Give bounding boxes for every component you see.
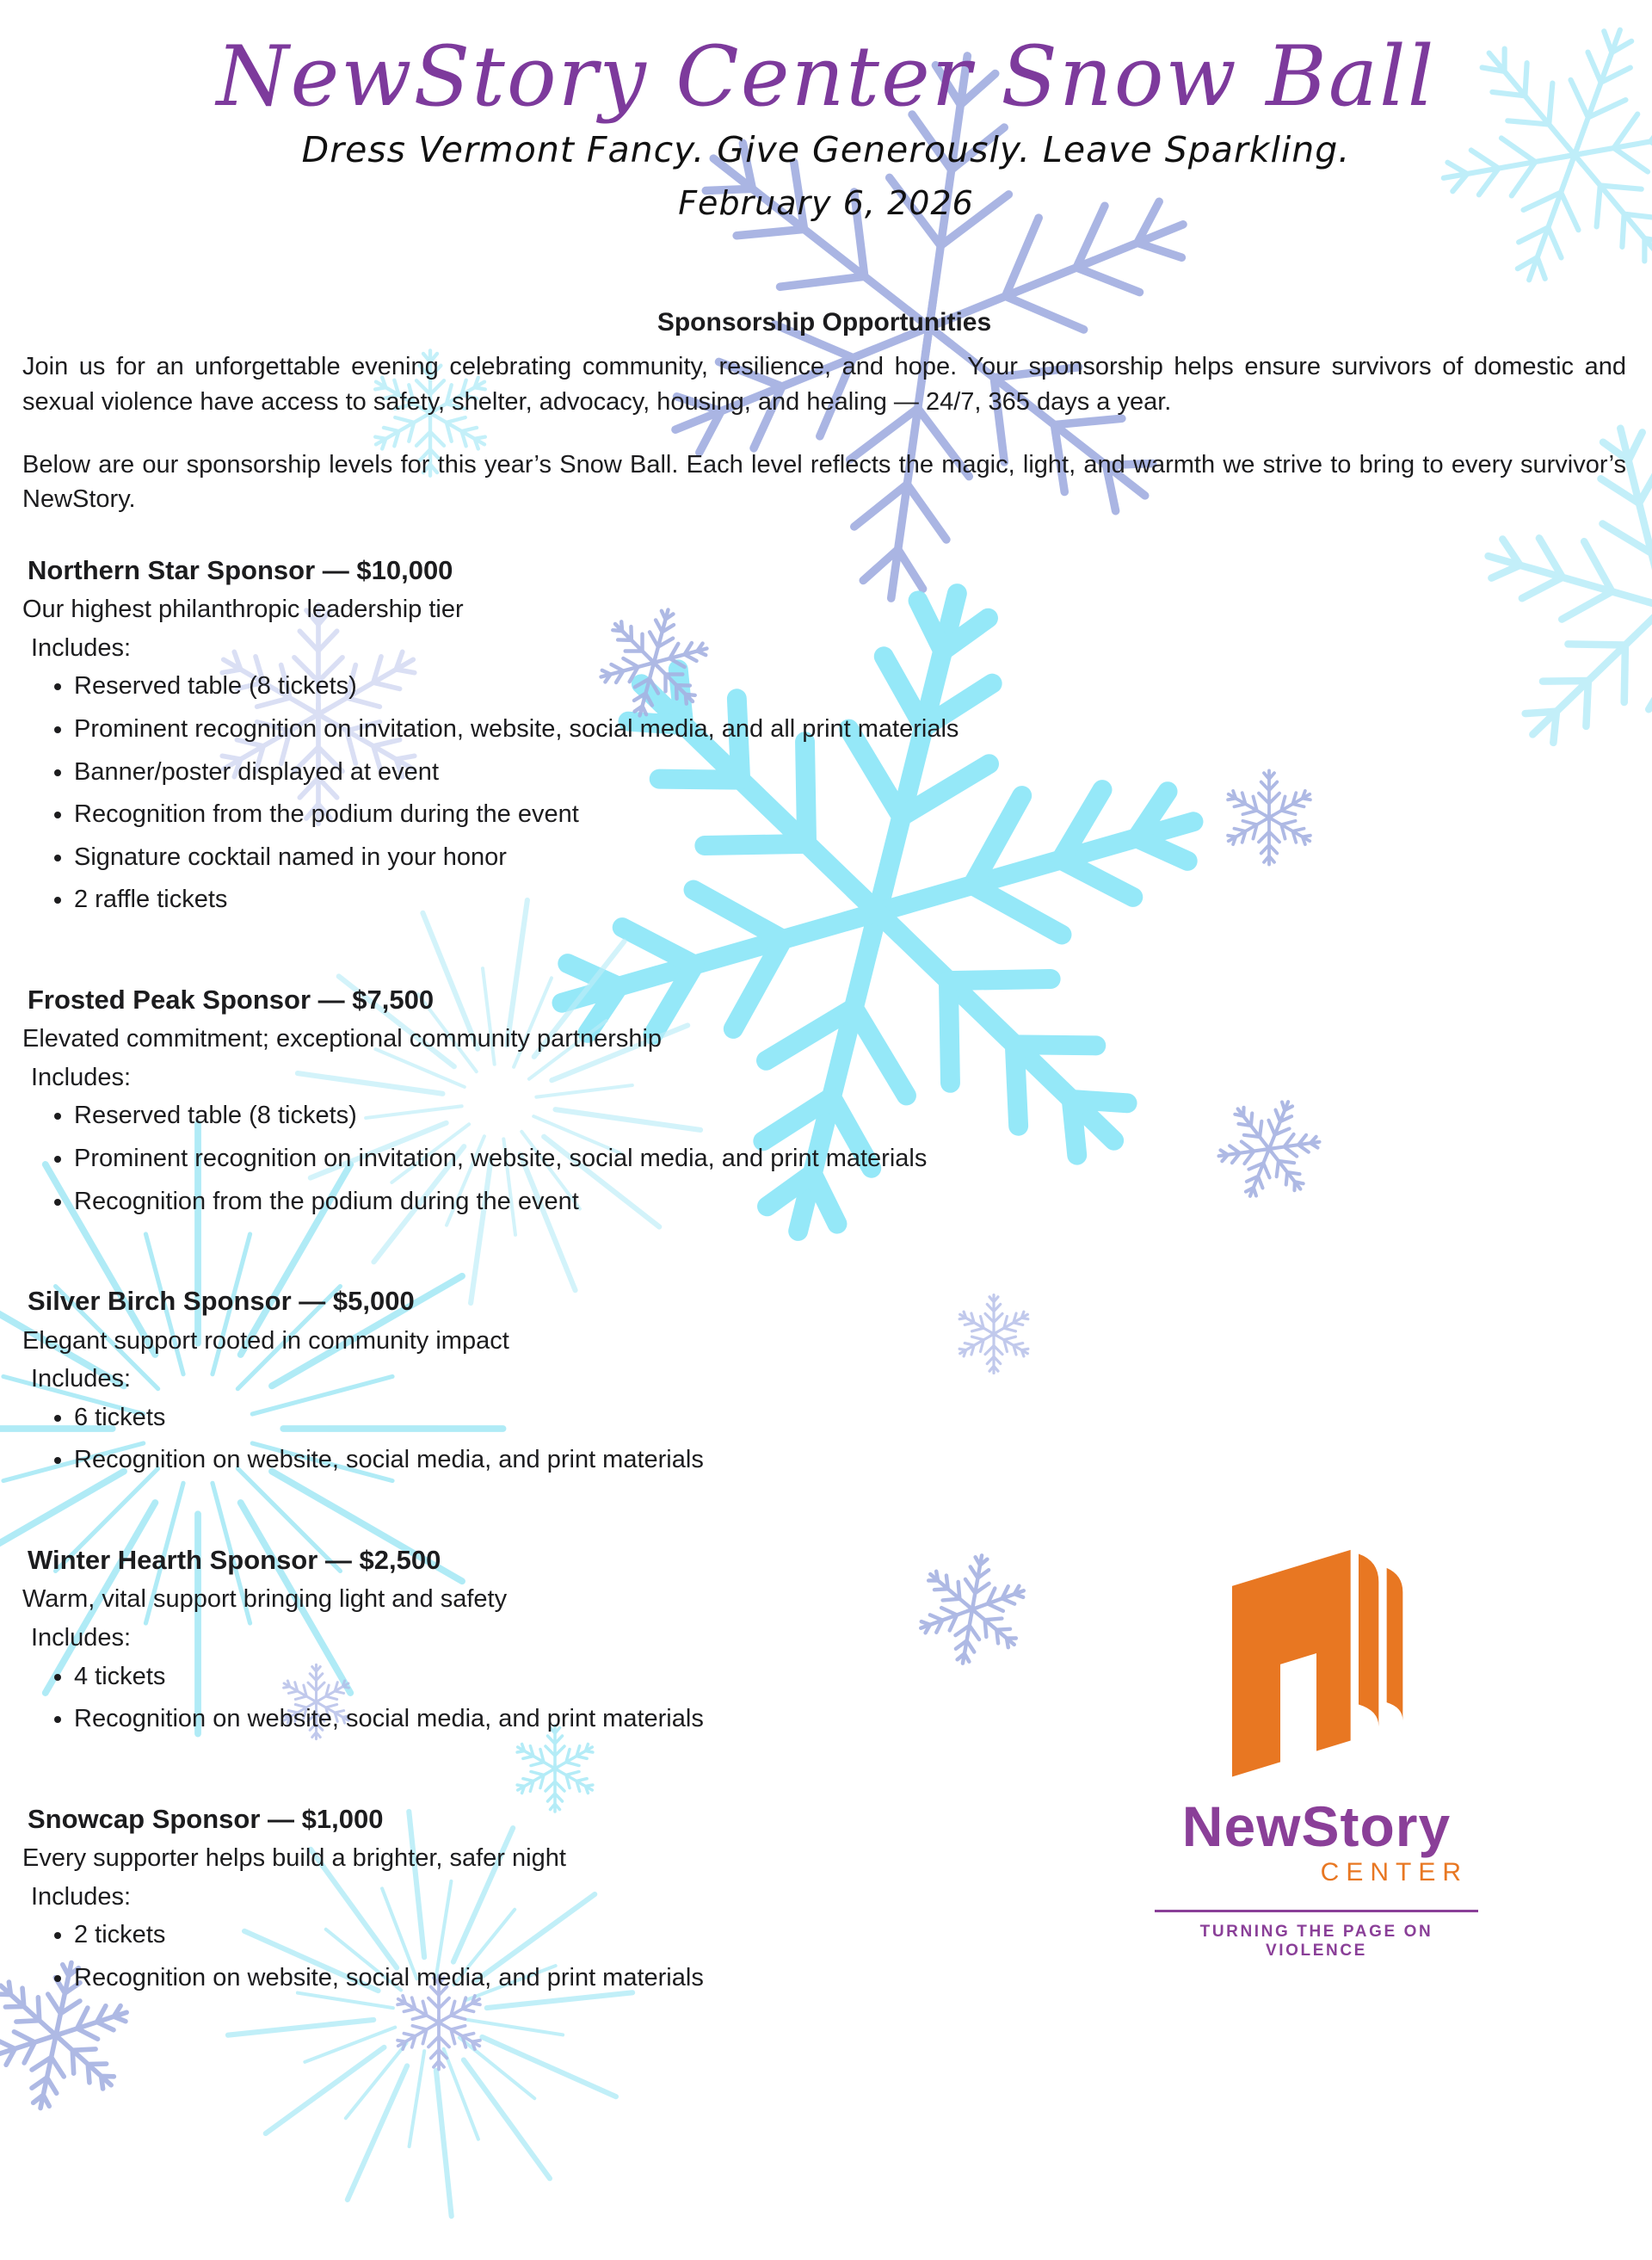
tier-benefit: • Recognition on website, social media, and print materials [74,1701,1626,1737]
tier-includes-label: Includes: [31,633,132,662]
tier-title: Snowcap Sponsor — $1,000 [28,1803,384,1834]
tier-benefit: • Prominent recognition on invitation, website, social media, and all print materials [74,712,1626,747]
tier-title: Northern Star Sponsor — $10,000 [28,554,453,585]
open-book-door-icon [1196,1534,1437,1785]
sponsorship-heading: Sponsorship Opportunities [656,308,992,337]
intro-paragraph-2: Below are our sponsorship levels for this year’s Snow Ball. Each level reflects the magic, light, and warmth we strive to bring to every survivor’s NewStory. [22,450,1626,514]
flyer-header [0,0,1652,222]
tier-benefit: • 2 tickets [74,1917,1626,1953]
event-title: NewStory Center Snow Ball [216,28,1436,125]
tier-benefit: • 2 raffle tickets [74,882,1626,917]
tier-includes-label: Includes: [31,1882,132,1911]
event-tagline: Dress Vermont Fancy. Give Generously. Leave Sparkling. [301,129,1351,171]
tier-benefit: • Reserved table (8 tickets) [74,669,1626,704]
logo-divider [1155,1910,1478,1912]
tier-benefit: • Prominent recognition on invitation, website, social media, and print materials [74,1141,1626,1176]
tier-benefit: • Recognition on website, social media, and print materials [74,1961,1626,1996]
tier-benefit: • Recognition from the podium during the event [74,1184,1626,1220]
logo-tagline: TURNING THE PAGE ON VIOLENCE [1199,1923,1433,1961]
tier-benefit-list [22,669,1626,917]
tier-benefit-list [22,1098,1626,1219]
tier-subtitle: Every supporter helps build a brighter, safer night [22,1844,566,1873]
tier-benefit: • Banner/poster displayed at event [74,755,1626,790]
tier-benefit: • 4 tickets [74,1659,1626,1695]
tier-benefit: • Recognition from the podium during the event [74,797,1626,832]
tier-includes-label: Includes: [31,1063,132,1091]
tier-benefit: • Recognition on website, social media, and print materials [74,1442,1626,1478]
sponsor-tier [22,981,1626,1219]
intro-paragraph-1: Join us for an unforgettable evening celebrating community, resilience, and hope. Your sponsorship helps ensure survivors of domestic and sexual violence have access to safety, shelter, advocacy, housing, and healing — 24/7, 365 days a year. [22,353,1626,416]
tier-subtitle: Warm, vital support bringing light and safety [22,1585,508,1614]
tier-title: Silver Birch Sponsor — $5,000 [28,1286,415,1317]
logo-center-label: CENTER [1320,1858,1468,1887]
tier-benefit-list [22,1400,1626,1478]
sponsor-tier [22,1282,1626,1478]
newstory-center-logo [1151,1534,1482,1961]
tier-subtitle: Elevated commitment; exceptional community partnership [22,1025,663,1053]
tier-subtitle: Our highest philanthropic leadership tier [22,596,464,624]
tier-benefit: • Reserved table (8 tickets) [74,1098,1626,1133]
event-date: February 6, 2026 [678,184,974,223]
tier-benefit: • Signature cocktail named in your honor [74,840,1626,875]
sponsor-tier [22,552,1626,917]
tier-title: Frosted Peak Sponsor — $7,500 [28,984,435,1015]
tier-subtitle: Elegant support rooted in community impact [22,1326,509,1355]
logo-wordmark: NewStory [1181,1794,1452,1858]
tier-includes-label: Includes: [31,1624,132,1652]
tier-includes-label: Includes: [31,1365,132,1393]
tier-benefit: • 6 tickets [74,1400,1626,1436]
tier-title: Winter Hearth Sponsor — $2,500 [28,1545,441,1576]
